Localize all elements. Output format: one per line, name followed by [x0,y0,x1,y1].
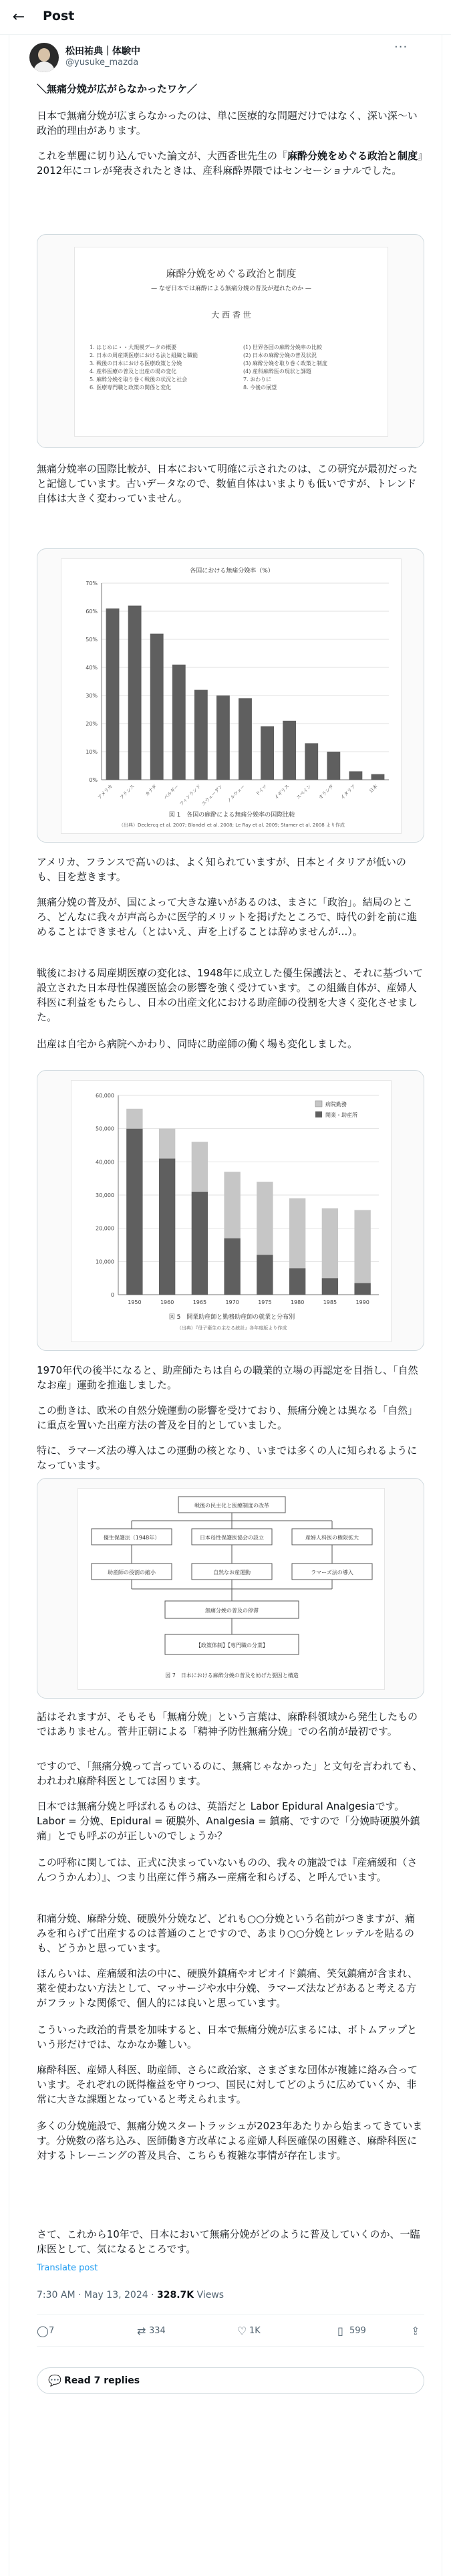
bar [216,695,230,780]
x-tick-label: 1975 [258,1299,272,1305]
arrow-left-icon[interactable]: ← [12,9,25,25]
share-icon: ⇪ [411,2325,420,2337]
divider [37,2314,424,2315]
diagram-caption: 図 7 日本における麻酔分娩の普及を妨げた要因と構造 [165,1673,299,1679]
chart-title: 各国における無痛分娩率（%） [190,568,274,574]
heart-icon: ♡ [237,2325,247,2337]
bookmark-icon: ▯ [337,2325,343,2337]
post-meta: 7:30 AM · May 13, 2024 · 328.7K Views [37,2290,224,2300]
x-tick-label: イタリア [339,783,357,801]
diagram-node: 優生保護法（1948年） [103,1535,160,1541]
diagram-node: 日本母性保護医協会の設立 [200,1535,264,1541]
x-tick-label: 1950 [128,1299,142,1305]
diagram-node: 戦後の民主化と医療制度の改革 [194,1503,269,1509]
paper-title: 麻酔分娩をめぐる政治と制度 [166,267,297,280]
bar-segment-lower [257,1255,273,1295]
bar-segment-upper [159,1129,175,1159]
paper-toc-left: 1. はじめに・・大規模データの概要 2. 日本の周産期医療における法と組織と職能 3. 戦後の日本における医療政策と分娩 4. 産科医療の普及と出産の場の変化 5. 麻酔分娩を取り巻く戦後の状況と社会 6. 医療専門職と政策の関係と変化 [90,344,198,391]
post-paragraph: 無痛分娩率の国際比較が、日本において明確に示されたのは、この研究が最初だったと記憶しています。古いデータなので、数値自体はいまよりも低いですが、トレンド自体は大きく変わっていません。 [37,463,418,504]
x-tick-label: フランス [118,783,136,801]
post-paragraph: 話はそれますが、そもそも「無痛分娩」という言葉は、麻酔科領域から発生したものではありません。菅井正朝による「精神予防性無痛分娩」での名前が最初です。 [37,1711,418,1737]
x-tick-label: イギリス [273,783,291,801]
translate-post-link[interactable]: Translate post [37,2263,98,2273]
post-paragraph: 特に、ラマーズ法の導入はこの運動の核となり、いまでは多くの人に知られるようになっています。 [37,1444,418,1471]
post-time[interactable]: 7:30 AM · May 13, 2024 · [37,2290,157,2300]
action-bar [37,2321,424,2341]
x-tick-label: ノルウェー [226,783,247,804]
x-tick-label: 1960 [160,1299,174,1305]
bar-segment-lower [224,1239,240,1295]
post-paragraph: 和痛分娩、麻酔分娩、硬膜外分娩など、どれも○○分娩という名前がつきますが、痛みを和らげて出産するのは普通のことですので、あまり○○分娩とレッテルを貼るのも、どうかと思っています。 [37,1913,416,1954]
bar [261,726,274,780]
bookmark-button[interactable]: ▯ 599 [337,2325,366,2337]
x-tick-label: 1980 [290,1299,305,1305]
divider [37,2346,424,2347]
chart-paper [71,1080,392,1342]
legend-swatch [315,1101,322,1107]
chat-bubble-icon: 💬 [48,2374,61,2387]
reply-button[interactable]: ◯7 [37,2325,55,2337]
y-tick-label: 60% [86,609,98,615]
top-bar [0,0,451,35]
post-paragraph: 多くの分娩施設で、無痛分娩スタートラッシュが2023年あたりから始まってきています。分娩数の落ち込み、医師働き方改革による産婦人科医確保の困難さ、麻酔科医に対するトレーニングの普及具合、こちらも複雑な事情が存在します。 [37,2120,423,2161]
post-paragraph: ほんらいは、産痛緩和法の中に、硬膜外鎮痛やオピオイド鎮痛、笑気鎮痛が含まれ、薬を使わない方法として、マッサージや水中分娩、ラマーズ法などがあると考える方がフラットな関係で、個人的には良いと思っています。 [37,1967,418,2009]
avatar[interactable] [29,43,59,72]
bar-segment-lower [192,1192,208,1295]
post-heading: ＼無痛分娩が広がらなかったワケ／ [37,83,198,95]
bar-segment-upper [192,1142,208,1192]
chart-paper [61,558,402,834]
bar-segment-upper [126,1109,142,1129]
x-tick-label: 日本 [368,783,379,794]
legend-label: 開業・助産所 [325,1112,357,1118]
post-paragraph: 日本で無痛分娩が広まらなかったのは、単に医療的な問題だけではなく、深い深〜い政治的理由があります。 [37,110,418,136]
author-name[interactable]: 松田祐典｜体験中 [65,46,140,57]
intl-rate-chart [61,559,402,835]
more-options-icon[interactable]: ··· [394,40,408,54]
like-button[interactable]: ♡ 1K [237,2325,261,2337]
diagram-node: 自然なお産運動 [213,1570,251,1576]
view-count: 328.7K [156,2290,194,2300]
bar [172,665,186,780]
chart-image-midwives[interactable] [37,1070,424,1351]
bar-segment-lower [322,1278,338,1295]
bar-segment-upper [322,1208,338,1278]
bar [128,606,142,780]
x-tick-label: ドイツ [255,783,269,798]
share-button[interactable] [411,2325,423,2337]
paper-title-image[interactable] [37,234,424,448]
bar [150,634,164,780]
y-tick-label: 10% [86,749,98,755]
paper-page [74,247,388,437]
bar-segment-lower [159,1158,175,1295]
y-tick-label: 0 [110,1292,114,1298]
bar-segment-upper [224,1172,240,1238]
author-block[interactable] [29,41,404,76]
bar [327,752,340,780]
diagram-node: 【政策体制】【専門職の分業】 [196,1642,268,1648]
x-tick-label: 1965 [192,1299,207,1305]
post-paragraph: 戦後における周産期医療の変化は、1948年に成立した優生保護法と、それに基づいて設立された日本母性保護医協会の影響を強く受けています。この組織自体が、産婦人科医に利益をもたらし、日本の出産文化における助産師の役割を大きく変化させました。 [37,967,424,1023]
midwife-trend-chart [71,1081,392,1343]
repost-button[interactable]: ⇄ 334 [137,2325,166,2337]
post-paragraph: 麻酔科医、産婦人科医、助産師、さらに政治家、さまざまな団体が複雑に絡み合っています。それぞれの既得権益を守りつつ、国民に対してどのように広めていくか、非常に大きな課題となっていると考えられます。 [37,2064,418,2105]
bar-segment-upper [289,1198,305,1268]
bar-segment-lower [289,1268,305,1295]
bar-segment-upper [257,1182,273,1255]
diagram-node: ラマーズ法の導入 [311,1570,353,1576]
y-tick-label: 30,000 [96,1192,114,1198]
chart-source: （出典）Declercq et al. 2007; Blondel et al. 2008; Le Ray et al. 2009; Stamer et al. 2008 より作成 [119,823,345,828]
y-tick-label: 50,000 [96,1125,114,1132]
diagram-paper [78,1488,385,1690]
author-handle[interactable]: @yusuke_mazda [65,58,139,68]
chart-caption: 図 1 各国の麻酔による無痛分娩率の国際比較 [168,812,295,819]
y-tick-label: 30% [86,693,98,699]
y-tick-label: 70% [86,580,98,586]
left-rail [0,35,9,2576]
y-tick-label: 60,000 [96,1093,114,1099]
post-paragraph: 出産は自宅から病院へかわり、同時に助産師の働く場も変化しました。 [37,1038,358,1050]
diagram-node: 助産師の役割の縮小 [108,1570,156,1576]
right-rail [442,35,451,2576]
x-tick-label: ベルギー [162,783,180,801]
x-tick-label: フィンランド [178,783,202,807]
post-paragraph: これを華麗に切り込んでいた論文が、大西香世先生の『麻酔分娩をめぐる政治と制度』2012年にコレが発表されたときは、産科麻酔界隈ではセンセーショナルでした。 [37,150,423,177]
bar [239,698,252,780]
post-paragraph: さて、これから10年で、日本において無痛分娩がどのように普及していくのか、一臨床医として、気になるところです。 [37,2228,420,2255]
post-paragraph: アメリカ、フランスで高いのは、よく知られていますが、日本とイタリアが低いのも、目を惹きます。 [37,856,406,883]
y-tick-label: 10,000 [96,1259,114,1265]
x-tick-label: カナダ [144,783,158,798]
legend-label: 病院勤務 [325,1101,347,1107]
paper-title-emphasis: 麻酔分娩をめぐる政治と制度 [287,150,418,162]
bar [194,690,208,780]
bar-segment-upper [354,1210,370,1283]
post-paragraph: 1970年代の後半になると、助産師たちは自らの職業的立場の再認定を目指し、「自然なお産」運動を推進しました。 [37,1364,418,1391]
y-tick-label: 50% [86,637,98,643]
post-paragraph: この動きは、欧米の自然分娩運動の影響を受けており、無痛分娩とは異なる「自然」に重点を置いた出産方法の普及を目的としていました。 [37,1404,418,1431]
post-paragraph: 日本では無痛分娩と呼ばれるものは、英語だと Labor Epidural Analgesiaです。Labor = 分娩、Epidural = 硬膜外、Analgesia = 鎮痛、ですので「分娩時硬膜外鎮痛」とでも呼ぶのが正しいのでしょうか？ [37,1800,420,1842]
bar-segment-lower [354,1283,370,1295]
x-tick-label: アメリカ [96,783,114,800]
y-tick-label: 40,000 [96,1159,114,1166]
y-tick-label: 40% [86,665,98,671]
x-tick-label: スウェーデン [200,783,224,807]
paper-author: 大 西 香 世 [211,310,251,320]
x-tick-label: 1990 [355,1299,369,1305]
post-paragraph: この呼称に関しては、正式に決まっていないものの、我々の施設では『産痛緩和（さんつうかんわ）』、つまり出産に伴う痛みー産痛を和らげる、と呼んでいます。 [37,1856,418,1883]
y-tick-label: 0% [89,777,98,783]
bar [305,743,318,780]
factor-diagram [78,1489,386,1691]
paper-subtitle: — なぜ日本では麻酔による無痛分娩の普及が遅れたのか — [151,286,311,292]
bar [106,609,120,780]
x-tick-label: 1985 [323,1299,337,1305]
bar [349,771,362,780]
paper-toc-right: (1) 世界各国の麻酔分娩率の比較 (2) 日本の麻酔分娩の普及状況 (3) 麻酔分娩を取り巻く政策と制度 (4) 産科麻酔医の現状と課題 7. おわりに 8. 今後の展望 [243,344,327,391]
chart-source: （出典）『母子衛生の主なる統計』各年度版より作成 [176,1325,287,1331]
repost-icon: ⇄ [137,2325,146,2337]
reply-icon: ◯ [37,2325,49,2337]
diagram-image[interactable] [37,1478,424,1699]
bar-segment-lower [126,1129,142,1295]
read-replies-button[interactable]: 💬 Read 7 replies [37,2367,424,2394]
post-paragraph: 無痛分娩の普及が、国によって大きな違いがあるのは、まさに「政治」。結局のところ、どんなに我々が声高らかに医学的メリットを掲げたところで、時代の針を前に進めることはできません（とはいえ、声を上げることは辞めませんが...）。 [37,896,417,938]
y-tick-label: 20,000 [96,1225,114,1232]
x-tick-label: オランダ [317,783,335,801]
diagram-node: 産婦人科医の権限拡大 [305,1535,359,1541]
page-title: Post [43,9,75,23]
x-tick-label: 1970 [225,1299,239,1305]
chart-caption: 図 5 開業助産師と勤務助産師の就業と分布別 [168,1314,295,1321]
y-tick-label: 20% [86,721,98,727]
legend-swatch [315,1111,322,1117]
post-paragraph: ですので、「無痛分娩って言っているのに、無痛じゃなかった」と文句を言われても、われわれ麻酔科医としては困ります。 [37,1760,423,1787]
post-paragraph: こういった政治的背景を加味すると、日本で無痛分娩が広まるには、ボトムアップという形だけでは、なかなか難しい。 [37,2024,417,2050]
diagram-node: 無痛分娩の普及の停滞 [205,1608,259,1614]
bar [283,721,296,780]
chart-image-intl[interactable] [37,548,424,843]
x-tick-label: スペイン [295,783,313,801]
bar [371,774,385,780]
